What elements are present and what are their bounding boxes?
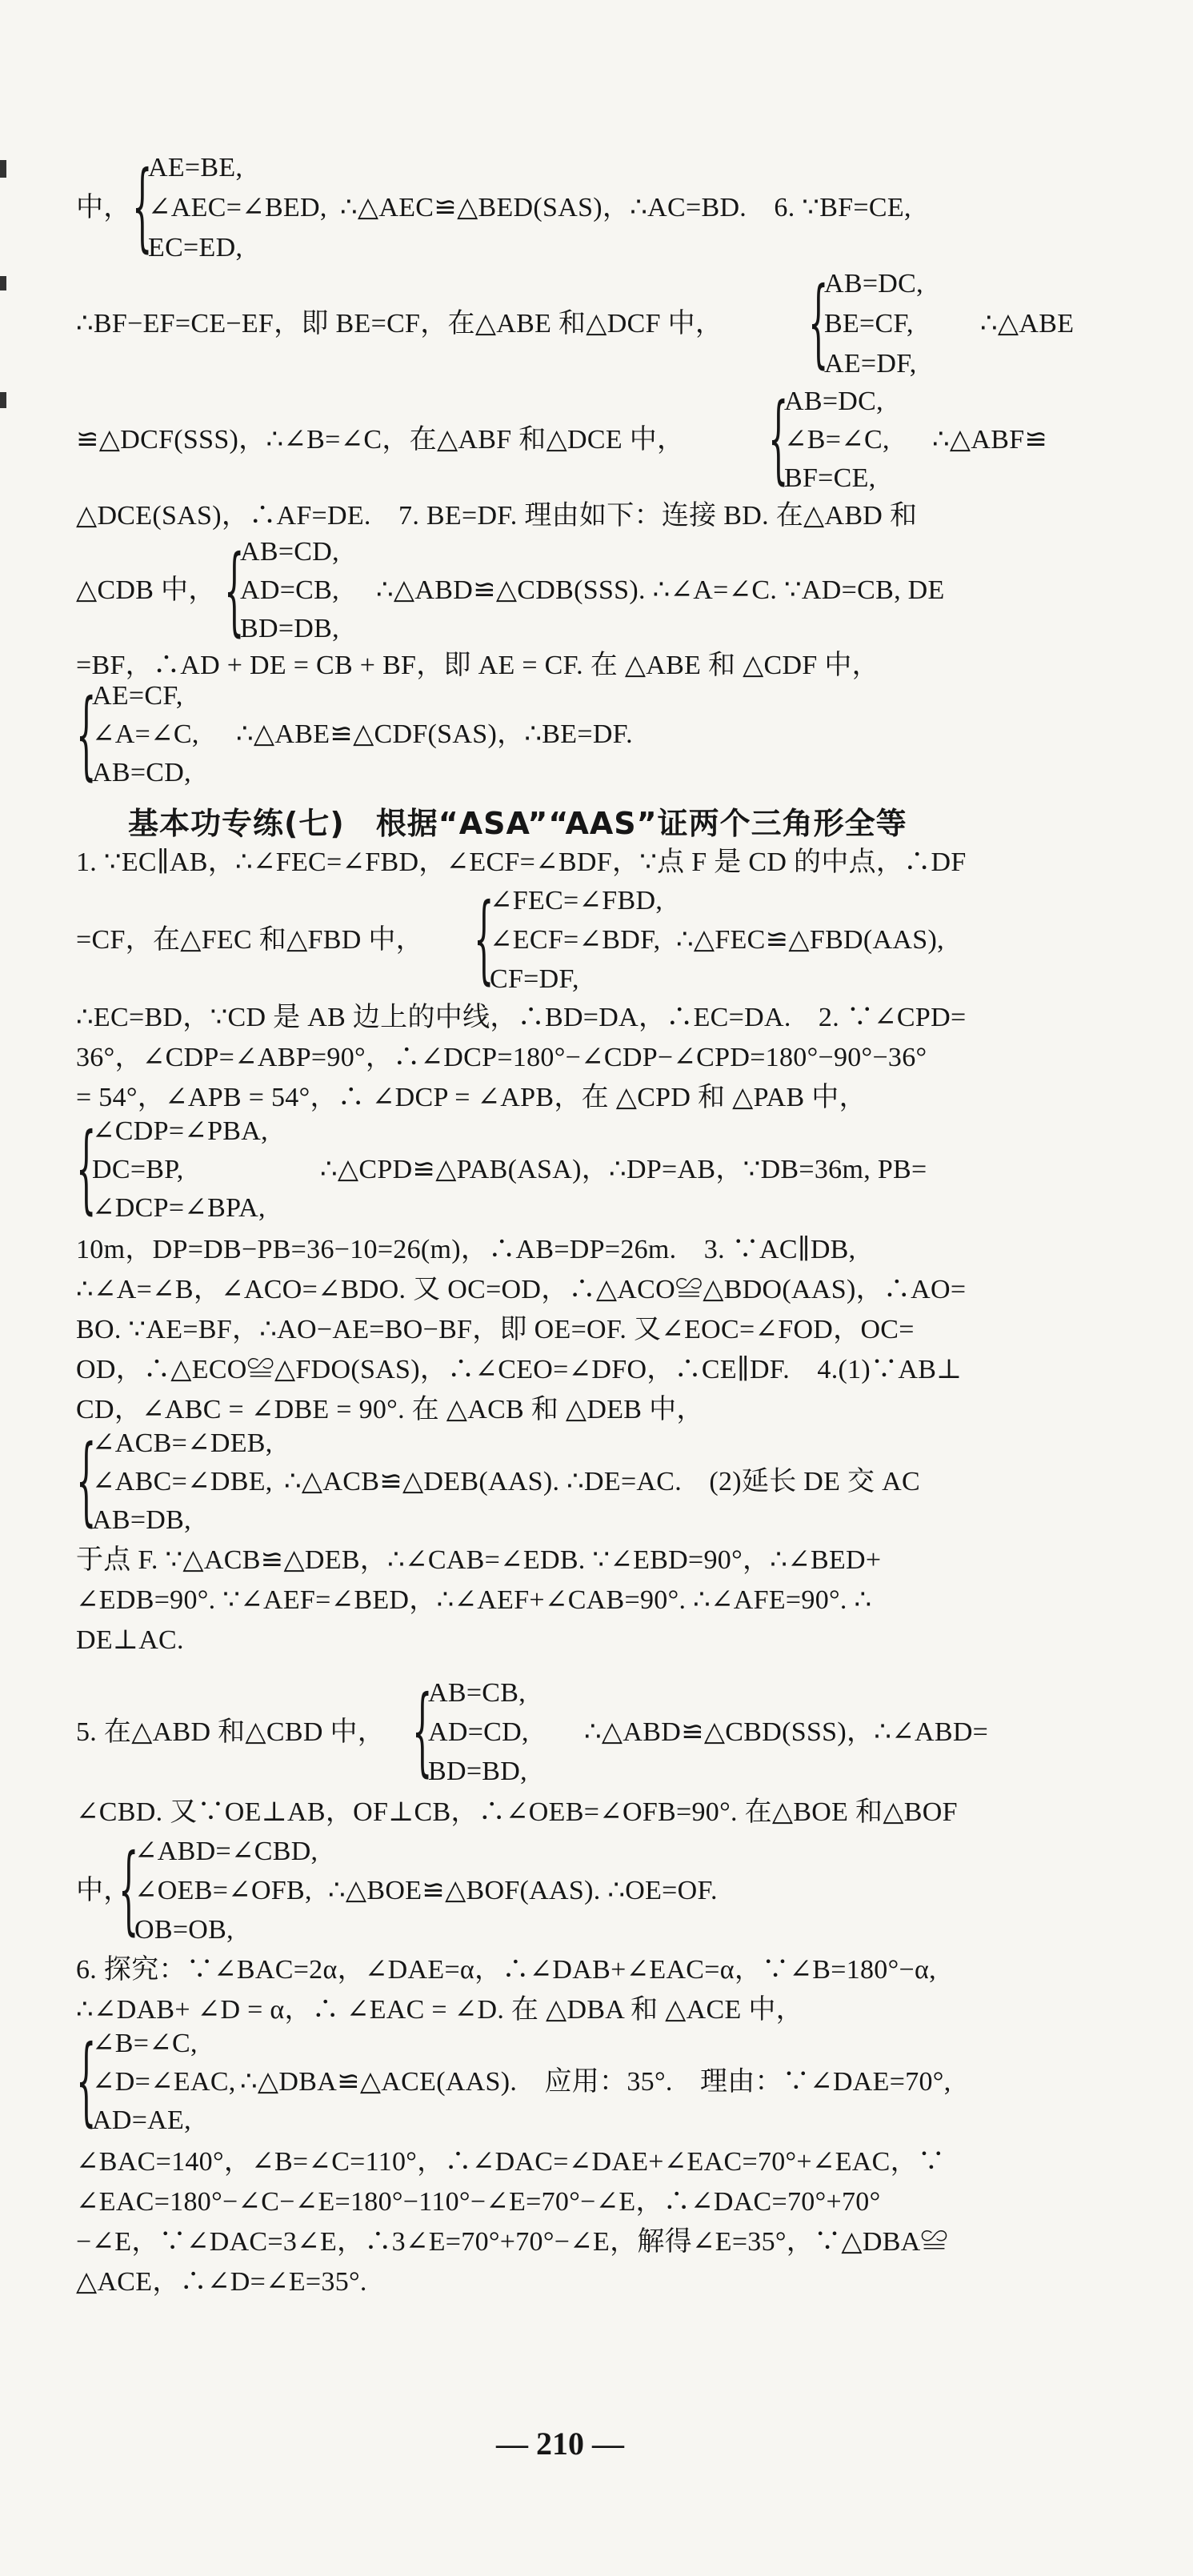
text-line: 于点 F. ∵△ACB≌△DEB，∴∠CAB=∠EDB. ∵∠EBD=90°，∴∠BED+ (76, 1545, 882, 1575)
eq-line: ∠CDP=∠PBA, (92, 1116, 268, 1146)
block-suffix: ∴△ACB≌△DEB(AAS). ∴DE=AC. (2)延长 DE 交 AC (284, 1467, 920, 1496)
text-line: ∴BF−EF=CE−EF，即 BE=CF，在△ABE 和△DCF 中， (76, 309, 723, 339)
eq-line: DC=BP, (92, 1155, 184, 1184)
eq-line: ∠AEC=∠BED, (148, 193, 327, 222)
eq-line: BE=CF, (824, 309, 914, 339)
text-line: =BF，∴AD + DE = CB + BF，即 AE = CF. 在 △ABE 和 △CDF 中， (76, 651, 879, 680)
eq-line: AB=DC, (824, 269, 923, 298)
text-line: 1. ∵EC∥AB，∴∠FEC=∠FBD，∠ECF=∠BDF，∵点 F 是 CD 的中点，∴DF (76, 847, 967, 877)
page-number: — 210 — (496, 2426, 624, 2462)
text-line: ∴∠A=∠B，∠ACO=∠BDO. 又 OC=OD，∴△ACO≌△BDO(AAS)，∴AO= (76, 1275, 967, 1304)
block-prefix: 中， (76, 193, 131, 222)
eq-line: ∠ABD=∠CBD, (134, 1837, 318, 1866)
eq-line: ∠B=∠C, (784, 425, 890, 455)
block-prefix: 中， (76, 1876, 131, 1905)
section-heading: 基本功专练(七) 根据“ASA”“AAS”证两个三角形全等 (128, 806, 907, 841)
block-suffix: ∴△BOE≌△BOF(AAS). ∴OE=OF. (328, 1876, 718, 1905)
eq-line: ∠DCP=∠BPA, (92, 1193, 266, 1223)
text-line: ∴∠DAB+ ∠D = α，∴ ∠EAC = ∠D. 在 △DBA 和 △ACE 中， (76, 1995, 803, 2025)
eq-line: AE=BE, (148, 153, 243, 182)
eq-line: AD=AE, (92, 2105, 191, 2135)
eq-line: ∠ACB=∠DEB, (92, 1428, 273, 1458)
block-suffix: ∴△DBA≌△ACE(AAS). 应用：35°. 理由：∵∠DAE=70°, (240, 2067, 951, 2097)
eq-line: AB=DB, (92, 1505, 191, 1535)
eq-line: AB=DC, (784, 387, 883, 416)
eq-line: ∠ABC=∠DBE, (92, 1467, 273, 1496)
text-line: ≌△DCF(SSS)，∴∠B=∠C，在△ABF 和△DCE 中， (76, 425, 685, 455)
block-suffix: ∴△ABF≌ (932, 425, 1048, 455)
eq-line: ∠A=∠C, (92, 719, 199, 749)
block-suffix: ∴△ABD≌△CBD(SSS)，∴∠ABD= (584, 1717, 989, 1747)
brace: { (474, 885, 494, 996)
text-line: △ACE，∴∠D=∠E=35°. (76, 2267, 367, 2297)
eq-line: ∠D=∠EAC, (92, 2067, 236, 2097)
brace: { (118, 1836, 139, 1946)
eq-line: EC=ED, (148, 233, 243, 262)
text-line: ∠CBD. 又∵OE⊥AB，OF⊥CB，∴∠OEB=∠OFB=90°. 在△BOE 和△BOF (76, 1797, 958, 1827)
eq-line: BD=DB, (240, 614, 339, 643)
brace: { (768, 385, 789, 495)
brace: { (132, 153, 153, 263)
brace: { (76, 681, 97, 791)
eq-line: BF=CE, (784, 463, 876, 493)
eq-line: BD=BD, (428, 1757, 527, 1786)
binding-edge-mark (0, 392, 6, 408)
eq-line: AD=CB, (240, 575, 339, 605)
block-prefix: =CF，在△FEC 和△FBD 中， (76, 925, 423, 955)
text-line: = 54°，∠APB = 54°，∴ ∠DCP = ∠APB，在 △CPD 和 △PAB 中， (76, 1083, 867, 1112)
block-prefix: △CDB 中， (76, 575, 216, 605)
eq-line: AD=CD, (428, 1717, 529, 1747)
binding-edge-mark (0, 276, 6, 290)
block-suffix: ∴△ABE≌△CDF(SAS)，∴BE=DF. (236, 719, 633, 749)
text-line: △DCE(SAS)，∴AF=DE. 7. BE=DF. 理由如下：连接 BD. 在△ABD 和 (76, 501, 918, 531)
block-suffix: ∴△CPD≌△PAB(ASA)，∴DP=AB，∵DB=36m, PB= (320, 1155, 927, 1184)
eq-line: AE=CF, (92, 681, 183, 711)
brace: { (412, 1677, 433, 1788)
eq-line: OB=OB, (134, 1915, 234, 1945)
eq-line: ∠FEC=∠FBD, (490, 886, 663, 915)
brace: { (224, 537, 245, 647)
text-line: CD，∠ABC = ∠DBE = 90°. 在 △ACB 和 △DEB 中， (76, 1395, 704, 1424)
brace: { (76, 1427, 97, 1537)
text-line: −∠E，∵∠DAC=3∠E，∴3∠E=70°+70°−∠E，解得∠E=35°，∵△DBA≌ (76, 2227, 948, 2257)
text-line: 6. 探究：∵∠BAC=2α，∠DAE=α，∴∠DAB+∠EAC=α，∵∠B=180°−α, (76, 1955, 936, 1985)
text-line: OD，∴△ECO≌△FDO(SAS)，∴∠CEO=∠DFO，∴CE∥DF. 4.(1)∵AB⊥ (76, 1355, 963, 1384)
text-line: ∠BAC=140°，∠B=∠C=110°，∴∠DAC=∠DAE+∠EAC=70°+∠EAC，∵ (76, 2147, 946, 2177)
eq-line: AB=CD, (92, 758, 191, 787)
block-suffix: ∴△ABE (980, 309, 1075, 339)
binding-edge-mark (0, 160, 6, 178)
block-suffix: ∴△ABD≌△CDB(SSS). ∴∠A=∠C. ∵AD=CB, DE (376, 575, 945, 605)
brace: { (76, 2027, 97, 2137)
text-line: DE⊥AC. (76, 1625, 184, 1655)
brace: { (808, 269, 829, 379)
text-line: ∠EAC=180°−∠C−∠E=180°−110°−∠E=70°−∠E，∴∠DAC=70°+70° (76, 2187, 881, 2217)
eq-line: ∠ECF=∠BDF, (490, 925, 661, 955)
eq-line: CF=DF, (490, 964, 579, 994)
text-line: BO. ∵AE=BF，∴AO−AE=BO−BF，即 OE=OF. 又∠EOC=∠FOD，OC= (76, 1315, 915, 1344)
eq-line: ∠B=∠C, (92, 2029, 198, 2058)
text-line: 36°，∠CDP=∠ABP=90°，∴∠DCP=180°−∠CDP−∠CPD=180°−90°−36° (76, 1043, 927, 1072)
block-suffix: ∴△FEC≌△FBD(AAS), (676, 925, 944, 955)
brace: { (76, 1115, 97, 1225)
eq-line: ∠OEB=∠OFB, (134, 1876, 312, 1905)
text-line: ∠EDB=90°. ∵∠AEF=∠BED，∴∠AEF+∠CAB=90°. ∴∠AFE=90°. ∴ (76, 1585, 872, 1615)
text-line: 10m，DP=DB−PB=36−10=26(m)，∴AB=DP=26m. 3. ∵AC∥DB, (76, 1235, 856, 1264)
block-prefix: 5. 在△ABD 和△CBD 中， (76, 1717, 386, 1747)
eq-line: AE=DF, (824, 349, 917, 379)
eq-line: AB=CD, (240, 537, 339, 567)
text-line: ∴EC=BD，∵CD 是 AB 边上的中线，∴BD=DA，∴EC=DA. 2. ∵∠CPD= (76, 1003, 967, 1032)
eq-line: AB=CB, (428, 1678, 526, 1708)
block-suffix: ∴△AEC≌△BED(SAS)，∴AC=BD. 6. ∵BF=CE, (340, 193, 911, 222)
